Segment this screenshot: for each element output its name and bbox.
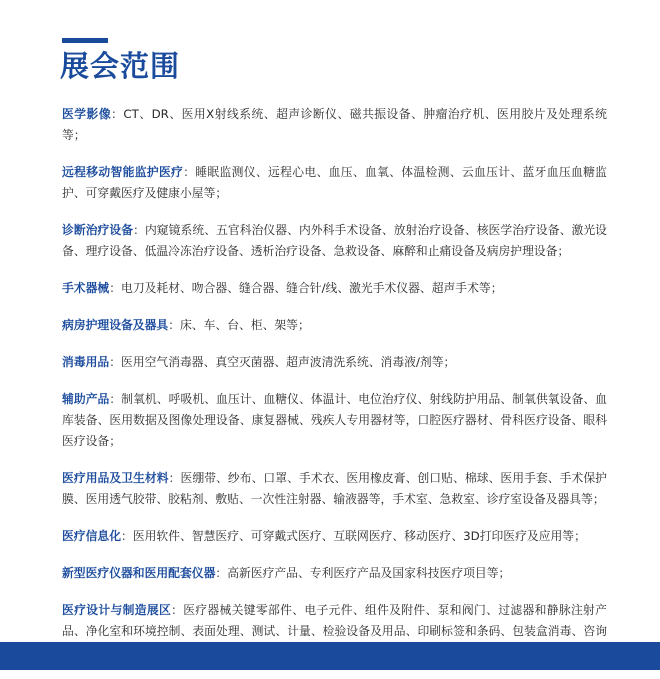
scope-label: 远程移动智能监护医疗: [62, 165, 184, 179]
scope-label: 诊断治疗设备: [62, 223, 134, 237]
scope-item-disinfection: [62, 352, 607, 373]
title-accent-bar: [62, 38, 108, 43]
footer-bar: [0, 642, 660, 670]
scope-label: 辅助产品: [62, 392, 110, 406]
scope-item-ward-care: [62, 315, 607, 336]
scope-text: 医绷带、纱布、口罩、手术衣、医用橡皮膏、创口贴、棉球、医用手套、手术保护膜、医用透气胶带、胶粘剂、敷贴、一次性注射器、输液器等，手术室、急救室、诊疗室设备及器具等；: [62, 471, 607, 506]
scope-separator: ：: [168, 471, 181, 485]
scope-item-auxiliary-products: [62, 389, 607, 452]
scope-separator: ：: [215, 566, 228, 580]
page-title: 展会范围: [60, 49, 181, 83]
scope-item-medical-supplies: [62, 468, 607, 510]
scope-label: 医疗设计与制造展区: [62, 603, 172, 617]
scope-item-medical-it: [62, 526, 607, 547]
scope-item-medical-imaging: [62, 104, 607, 146]
scope-item-new-instruments: [62, 563, 607, 584]
scope-text: 医用软件、智慧医疗、可穿戴式医疗、互联网医疗、移动医疗、3D打印医疗及应用等；: [132, 529, 586, 543]
scope-label: 医疗信息化: [62, 529, 121, 543]
exhibition-scope-list: [62, 104, 607, 679]
scope-label: 消毒用品: [62, 355, 110, 369]
scope-separator: ：: [121, 529, 133, 543]
scope-text: 制氧机、呼吸机、血压计、血糖仪、体温计、电位治疗仪、射线防护用品、制氧供氧设备、血库装备、医用数据及图像处理设备、康复器械、残疾人专用器材等，口腔医疗器材、骨科医疗设备、眼科医疗设备；: [62, 392, 607, 448]
scope-separator: ：: [168, 318, 180, 332]
scope-text: 高新医疗产品、专利医疗产品及国家科技医疗项目等；: [227, 566, 511, 580]
scope-item-surgical-instruments: [62, 278, 607, 299]
scope-text: 内窥镜系统、五官科治仪器、内外科手术设备、放射治疗设备、核医学治疗设备、激光设备、理疗设备、低温冷冻治疗设备、透析治疗设备、急救设备、麻醉和止痛设备及病房护理设备；: [62, 223, 607, 258]
scope-separator: ：: [109, 355, 122, 369]
scope-separator: ：: [171, 603, 184, 617]
scope-separator: ：: [183, 165, 196, 179]
scope-separator: ：: [109, 281, 122, 295]
scope-separator: ：: [109, 392, 122, 406]
scope-text: 床、车、台、柜、架等；: [180, 318, 310, 332]
scope-label: 医学影像: [62, 107, 112, 121]
scope-label: 手术器械: [62, 281, 110, 295]
scope-item-diagnosis-treatment: [62, 220, 607, 262]
scope-separator: ：: [111, 107, 124, 121]
scope-text: CT、DR、医用X射线系统、超声诊断仪、磁共振设备、肿瘤治疗机、医用胶片及处理系统等；: [62, 107, 607, 142]
scope-text: 医用空气消毒器、真空灭菌器、超声波清洗系统、消毒液/剂等；: [121, 355, 456, 369]
scope-label: 新型医疗仪器和医用配套仪器: [62, 566, 216, 580]
scope-text: 电刀及耗材、吻合器、缝合器、缝合针/线、激光手术仪器、超声手术等；: [121, 281, 503, 295]
scope-separator: ：: [133, 223, 145, 237]
scope-item-remote-monitoring: [62, 162, 607, 204]
scope-text: 睡眠监测仪、远程心电、血压、血氧、体温检测、云血压计、蓝牙血压血糖监护、可穿戴医疗及健康小屋等；: [62, 165, 607, 200]
scope-text: 医疗器械关键零部件、电子元件、组件及附件、泵和阀门、过滤器和静脉注射产品、净化室和环境控制、表面处理、测试、计量、检验设备及用品、印刷标签和条码、包装盒消毒、咨询: [62, 603, 607, 638]
scope-label: 病房护理设备及器具: [62, 318, 169, 332]
scope-label: 医疗用品及卫生材料: [62, 471, 169, 485]
